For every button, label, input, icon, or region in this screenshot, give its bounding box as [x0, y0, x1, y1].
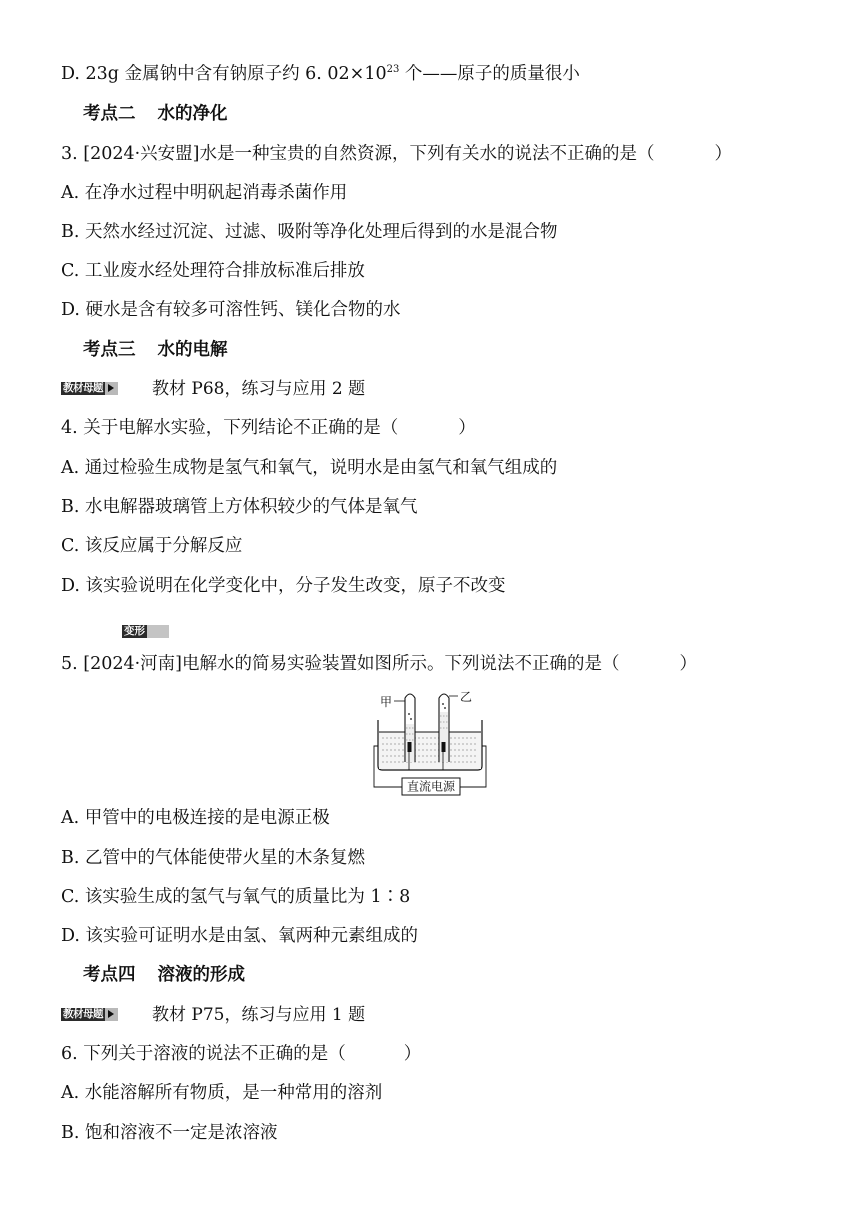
section-title: 水的电解 [157, 340, 228, 360]
q4-option-c: C. 该反应属于分解反应 [61, 536, 243, 556]
q3-option-d: D. 硬水是含有较多可溶性钙、镁化合物的水 [61, 300, 401, 320]
q6-stem-close: ） [403, 1044, 422, 1064]
q5-option-c: C. 该实验生成的氢气与氧气的质量比为 1∶8 [61, 887, 411, 907]
textbook-reference: 教材 P75，练习与应用 1 题 [152, 1005, 366, 1025]
q6-stem [61, 1042, 421, 1066]
tag-label: 教材母题 [63, 1008, 103, 1020]
q6-option-a: A. 水能溶解所有物质，是一种常用的溶剂 [61, 1083, 383, 1103]
q3-option-b: B. 天然水经过沉淀、过滤、吸附等净化处理后得到的水是混合物 [61, 222, 558, 242]
q5-stem-close: ） [679, 654, 698, 674]
power-supply-label: 直流电源 [406, 779, 456, 794]
q4-option-b: B. 水电解器玻璃管上方体积较少的气体是氧气 [61, 497, 418, 517]
q5-option-d: D. 该实验可证明水是由氢、氧两种元素组成的 [61, 926, 419, 946]
section-title: 溶液的形成 [157, 965, 245, 985]
section-heading-3 [83, 338, 228, 362]
variant-tag [122, 625, 169, 638]
section-label: 考点二 [83, 104, 136, 124]
tube-left-label: 甲 [380, 695, 393, 709]
q4-stem-close: ） [458, 418, 476, 438]
section-label: 考点三 [83, 340, 136, 360]
q2-option-d-exponent: 23 [386, 64, 400, 75]
section-label: 考点四 [83, 965, 136, 985]
q5-stem-text: 5. [2024·河南]电解水的简易实验装置如图所示。下列说法不正确的是（ [61, 654, 620, 674]
textbook-source-tag [61, 382, 118, 395]
electrolysis-diagram-svg [372, 686, 488, 798]
q4-option-d: D. 该实验说明在化学变化中，分子发生改变，原子不改变 [61, 576, 506, 596]
variant-label: 变形 [124, 625, 145, 637]
section-heading-2 [83, 102, 228, 126]
tube-right-label: 乙 [460, 690, 473, 704]
triangle-right-icon [105, 1008, 118, 1021]
textbook-source-tag [61, 1008, 118, 1021]
q3-stem [61, 142, 732, 166]
q3-option-c: C. 工业废水经处理符合排放标准后排放 [61, 261, 365, 281]
q6-option-b: B. 饱和溶液不一定是浓溶液 [61, 1123, 278, 1143]
textbook-reference: 教材 P68，练习与应用 2 题 [152, 379, 366, 399]
q5-option-a: A. 甲管中的电极连接的是电源正极 [61, 808, 330, 828]
q4-stem [61, 416, 476, 440]
q5-stem [61, 652, 697, 676]
q6-stem-text: 6. 下列关于溶液的说法不正确的是（ [61, 1044, 346, 1064]
electrolysis-apparatus-diagram [372, 686, 488, 798]
section-heading-4 [83, 963, 245, 987]
triangle-right-icon [105, 382, 118, 395]
section-title: 水的净化 [157, 104, 228, 124]
variant-shade [147, 625, 169, 638]
q3-stem-close: ） [714, 144, 733, 164]
q4-stem-text: 4. 关于电解水实验，下列结论不正确的是（ [61, 418, 399, 438]
tag-label: 教材母题 [63, 382, 103, 394]
q3-option-a: A. 在净水过程中明矾起消毒杀菌作用 [61, 183, 348, 203]
q5-option-b: B. 乙管中的气体能使带火星的木条复燃 [61, 848, 365, 868]
q3-stem-text: 3. [2024·兴安盟]水是一种宝贵的自然资源，下列有关水的说法不正确的是（ [61, 144, 655, 164]
q2-option-d-text: D. 23g 金属钠中含有钠原子约 6. 02×10 [61, 64, 387, 84]
q2-option-d [61, 62, 580, 86]
q2-option-d-tail: 个——原子的质量很小 [399, 64, 580, 84]
q4-option-a: A. 通过检验生成物是氢气和氧气，说明水是由氢气和氧气组成的 [61, 458, 558, 478]
